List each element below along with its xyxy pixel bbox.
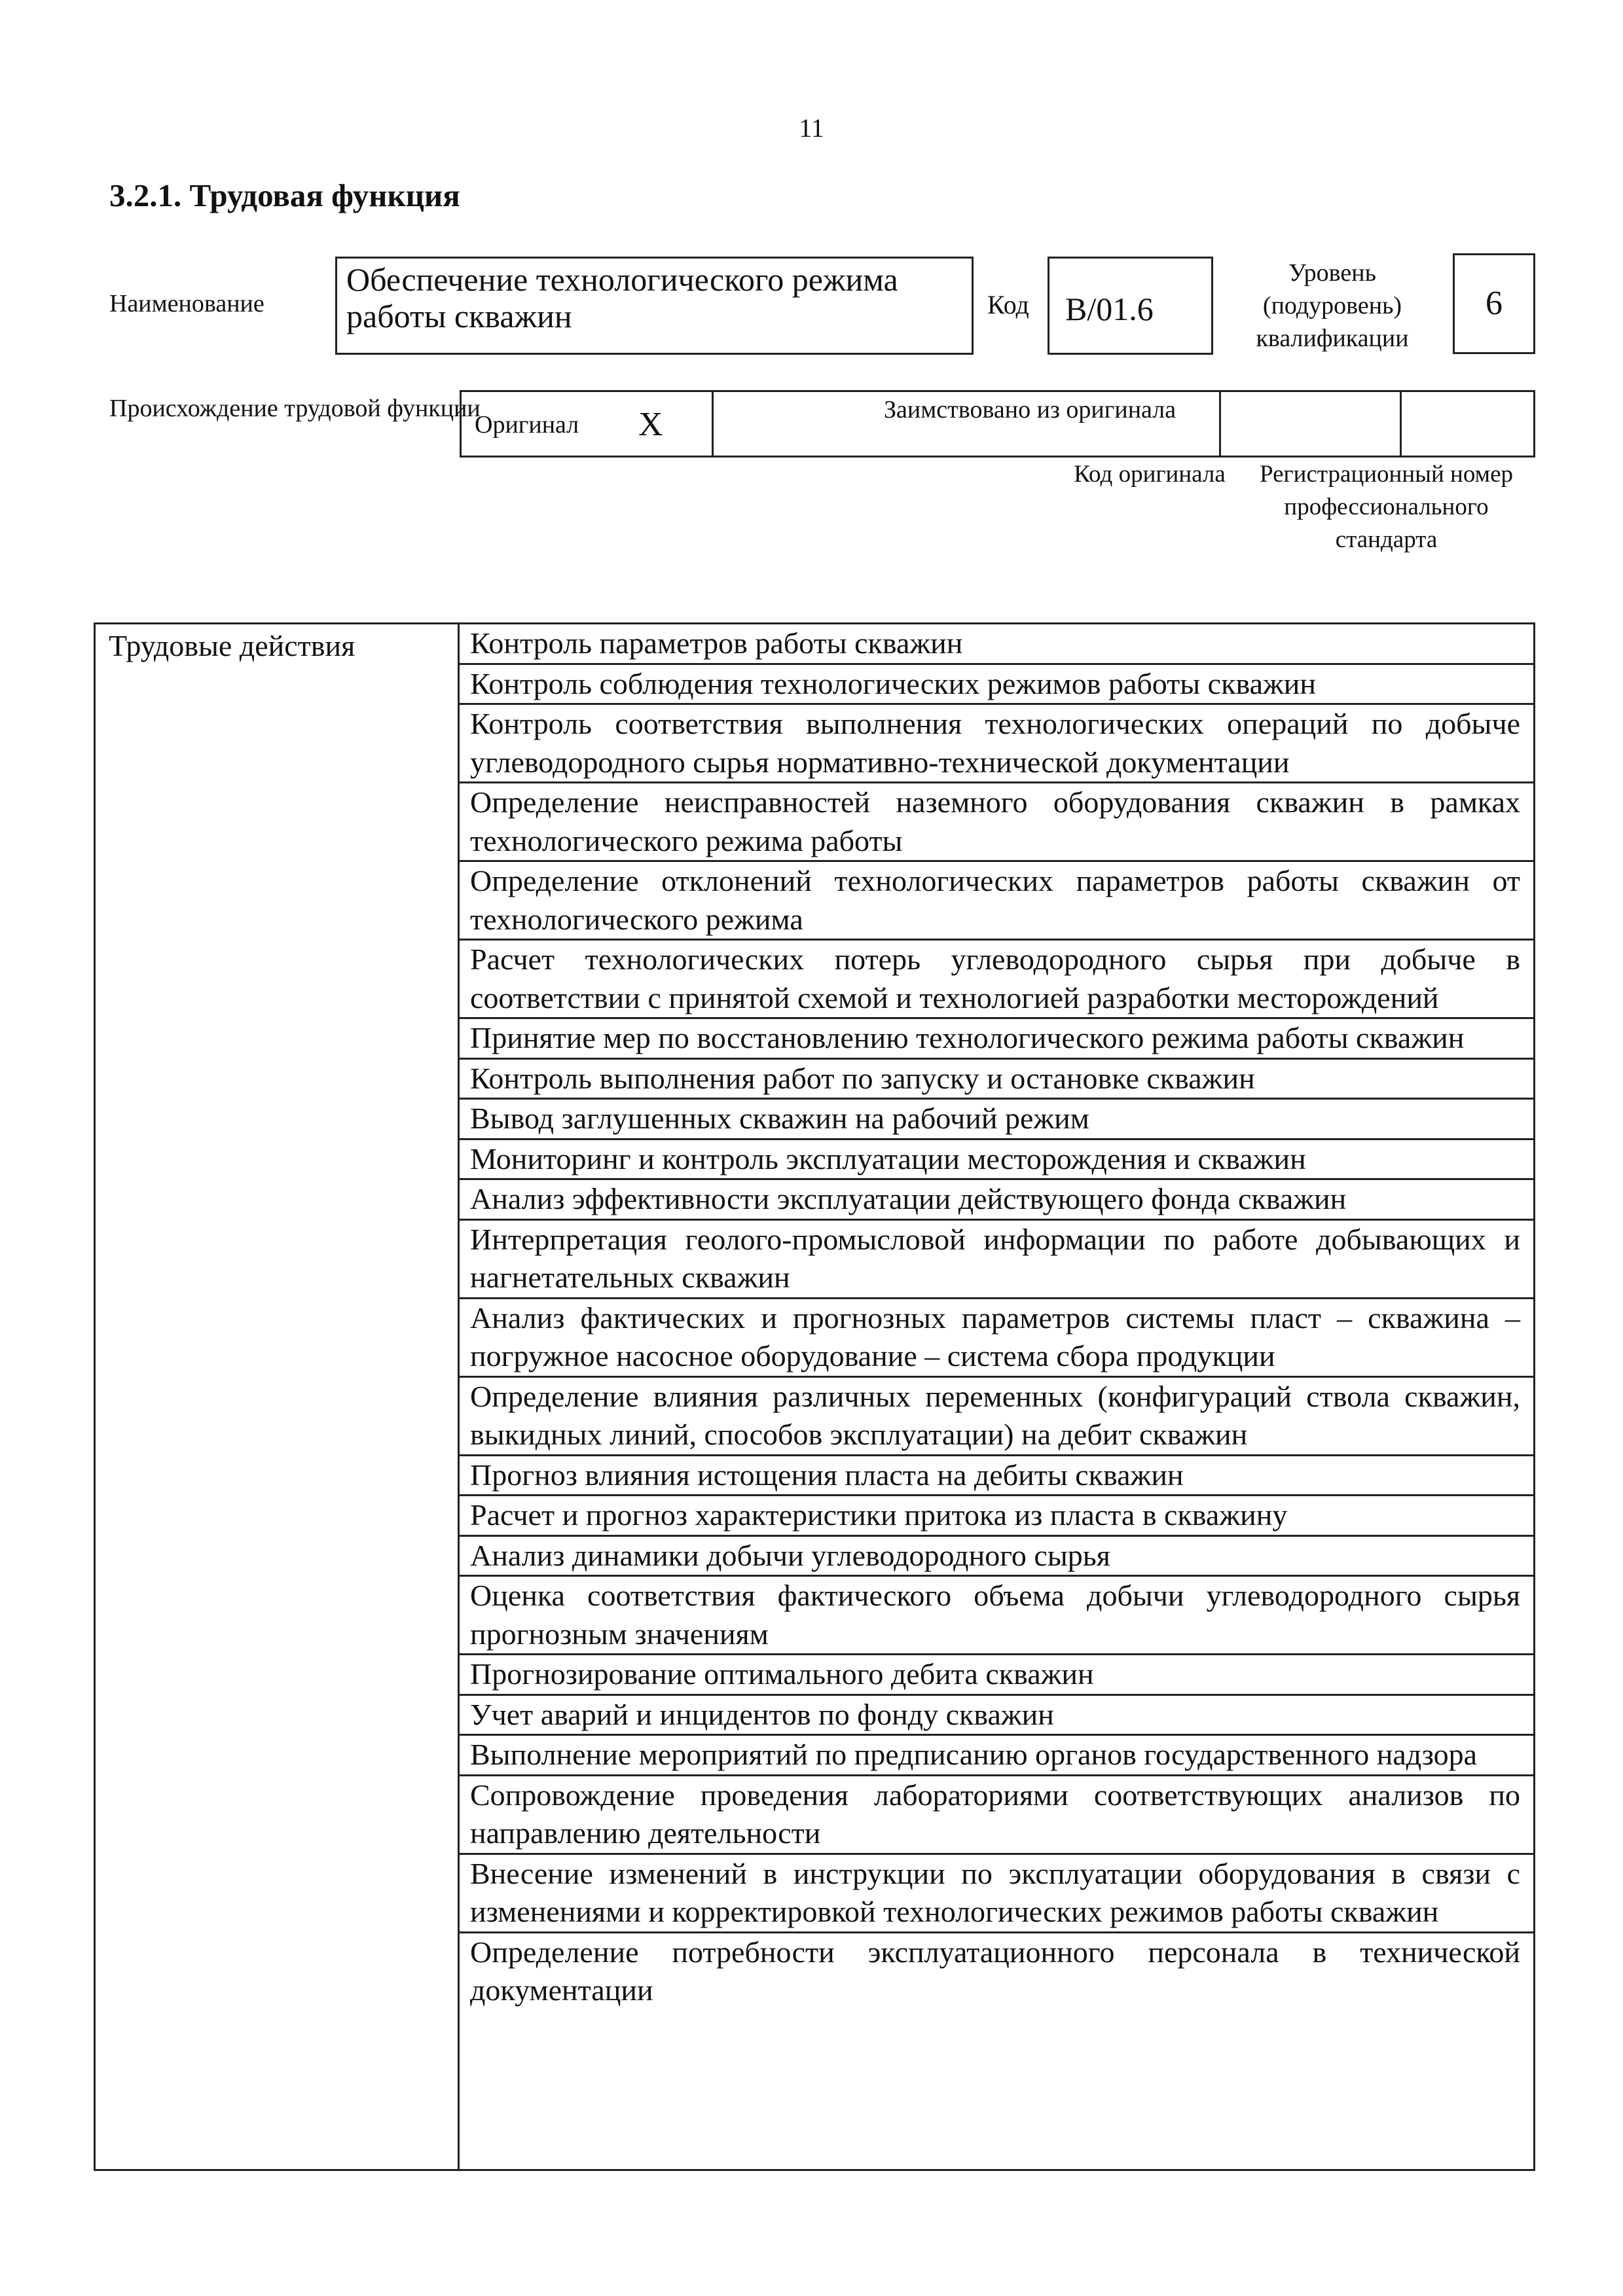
table-row: Прогнозирование оптимального дебита скважин: [460, 1655, 1533, 1696]
table-row: Оценка соответствия фактического объема добычи углеводородного сырья прогнозным значениям: [460, 1577, 1533, 1655]
function-name-field: Обеспечение технологического режима работы скважин: [335, 257, 974, 355]
registration-number-cell: [1402, 392, 1533, 456]
table-row: Расчет и прогноз характеристики притока из пласта в скважину: [460, 1496, 1533, 1537]
table-row: Прогноз влияния истощения пласта на дебиты скважин: [460, 1456, 1533, 1497]
table-row: Мониторинг и контроль эксплуатации месторождения и скважин: [460, 1140, 1533, 1181]
original-code-cell: [1221, 392, 1402, 456]
origin-original-cell: [462, 392, 714, 456]
table-row: Определение потребности эксплуатационного персонала в технической документации: [470, 1935, 1520, 2007]
table-row: Сопровождение проведения лабораториями соответствующих анализов по направлению деятельности: [460, 1776, 1533, 1855]
table-row: Интерпретация геолого-промысловой информации по работе добывающих и нагнетательных скважин: [460, 1221, 1533, 1299]
original-label: Оригинал: [475, 411, 579, 439]
origin-label: Происхождение трудовой функции: [109, 395, 481, 422]
borrowed-label: Заимствовано из оригинала: [871, 392, 1221, 456]
table-row: Выполнение мероприятий по предписанию органов государственного надзора: [460, 1736, 1533, 1776]
table-row: Определение неисправностей наземного оборудования скважин в рамках технологического режима работы: [460, 783, 1533, 862]
original-code-caption: Код оригинала: [1074, 461, 1226, 488]
registration-number-caption: Регистрационный номер профессионального стандарта: [1259, 461, 1513, 553]
original-mark: X: [638, 406, 663, 443]
qualification-level-label: Уровень (подуровень) квалификации: [1256, 259, 1409, 352]
origin-table: [460, 390, 1535, 457]
section-title: 3.2.1. Трудовая функция: [109, 177, 460, 213]
table-row: Учет аварий и инцидентов по фонду скважин: [460, 1696, 1533, 1736]
qualification-level-field: 6: [1453, 253, 1535, 354]
table-row: Контроль выполнения работ по запуску и остановке скважин: [460, 1060, 1533, 1100]
table-row: Анализ эффективности эксплуатации действующего фонда скважин: [460, 1180, 1533, 1221]
table-row: Определение отклонений технологических параметров работы скважин от технологического режима: [460, 862, 1533, 941]
labor-actions-list: [460, 624, 1533, 2010]
labor-actions-table: [94, 622, 1535, 2171]
table-row: Расчет технологических потерь углеводородного сырья при добыче в соответствии с принятой схемой и технологией разработки месторождений: [460, 941, 1533, 1019]
table-row: Анализ динамики добычи углеводородного сырья: [460, 1537, 1533, 1577]
table-row: Контроль соблюдения технологических режимов работы скважин: [460, 665, 1533, 706]
table-row: Внесение изменений в инструкции по эксплуатации оборудования в связи с изменениями и корректировкой технологических режимов работы скважин: [460, 1855, 1533, 1933]
table-row: Принятие мер по восстановлению технологического режима работы скважин: [460, 1019, 1533, 1060]
page-number: 11: [799, 113, 824, 143]
table-row: Контроль параметров работы скважин: [460, 624, 1533, 665]
table-row: Контроль соответствия выполнения технологических операций по добыче углеводородного сырья нормативно-технической документации: [460, 705, 1533, 783]
code-label: Код: [987, 290, 1029, 319]
name-label: Наименование: [109, 290, 264, 317]
table-row: Анализ фактических и прогнозных параметров системы пласт – скважина – погружное насосное оборудование – система сбора продукции: [460, 1299, 1533, 1378]
table-row: Вывод заглушенных скважин на рабочий режим: [460, 1100, 1533, 1140]
table-row: Определение влияния различных переменных (конфигураций ствола скважин, выкидных линий, способов эксплуатации) на дебит скважин: [460, 1378, 1533, 1456]
function-code-field: B/01.6: [1048, 257, 1213, 355]
labor-actions-label: Трудовые действия: [96, 624, 460, 2169]
